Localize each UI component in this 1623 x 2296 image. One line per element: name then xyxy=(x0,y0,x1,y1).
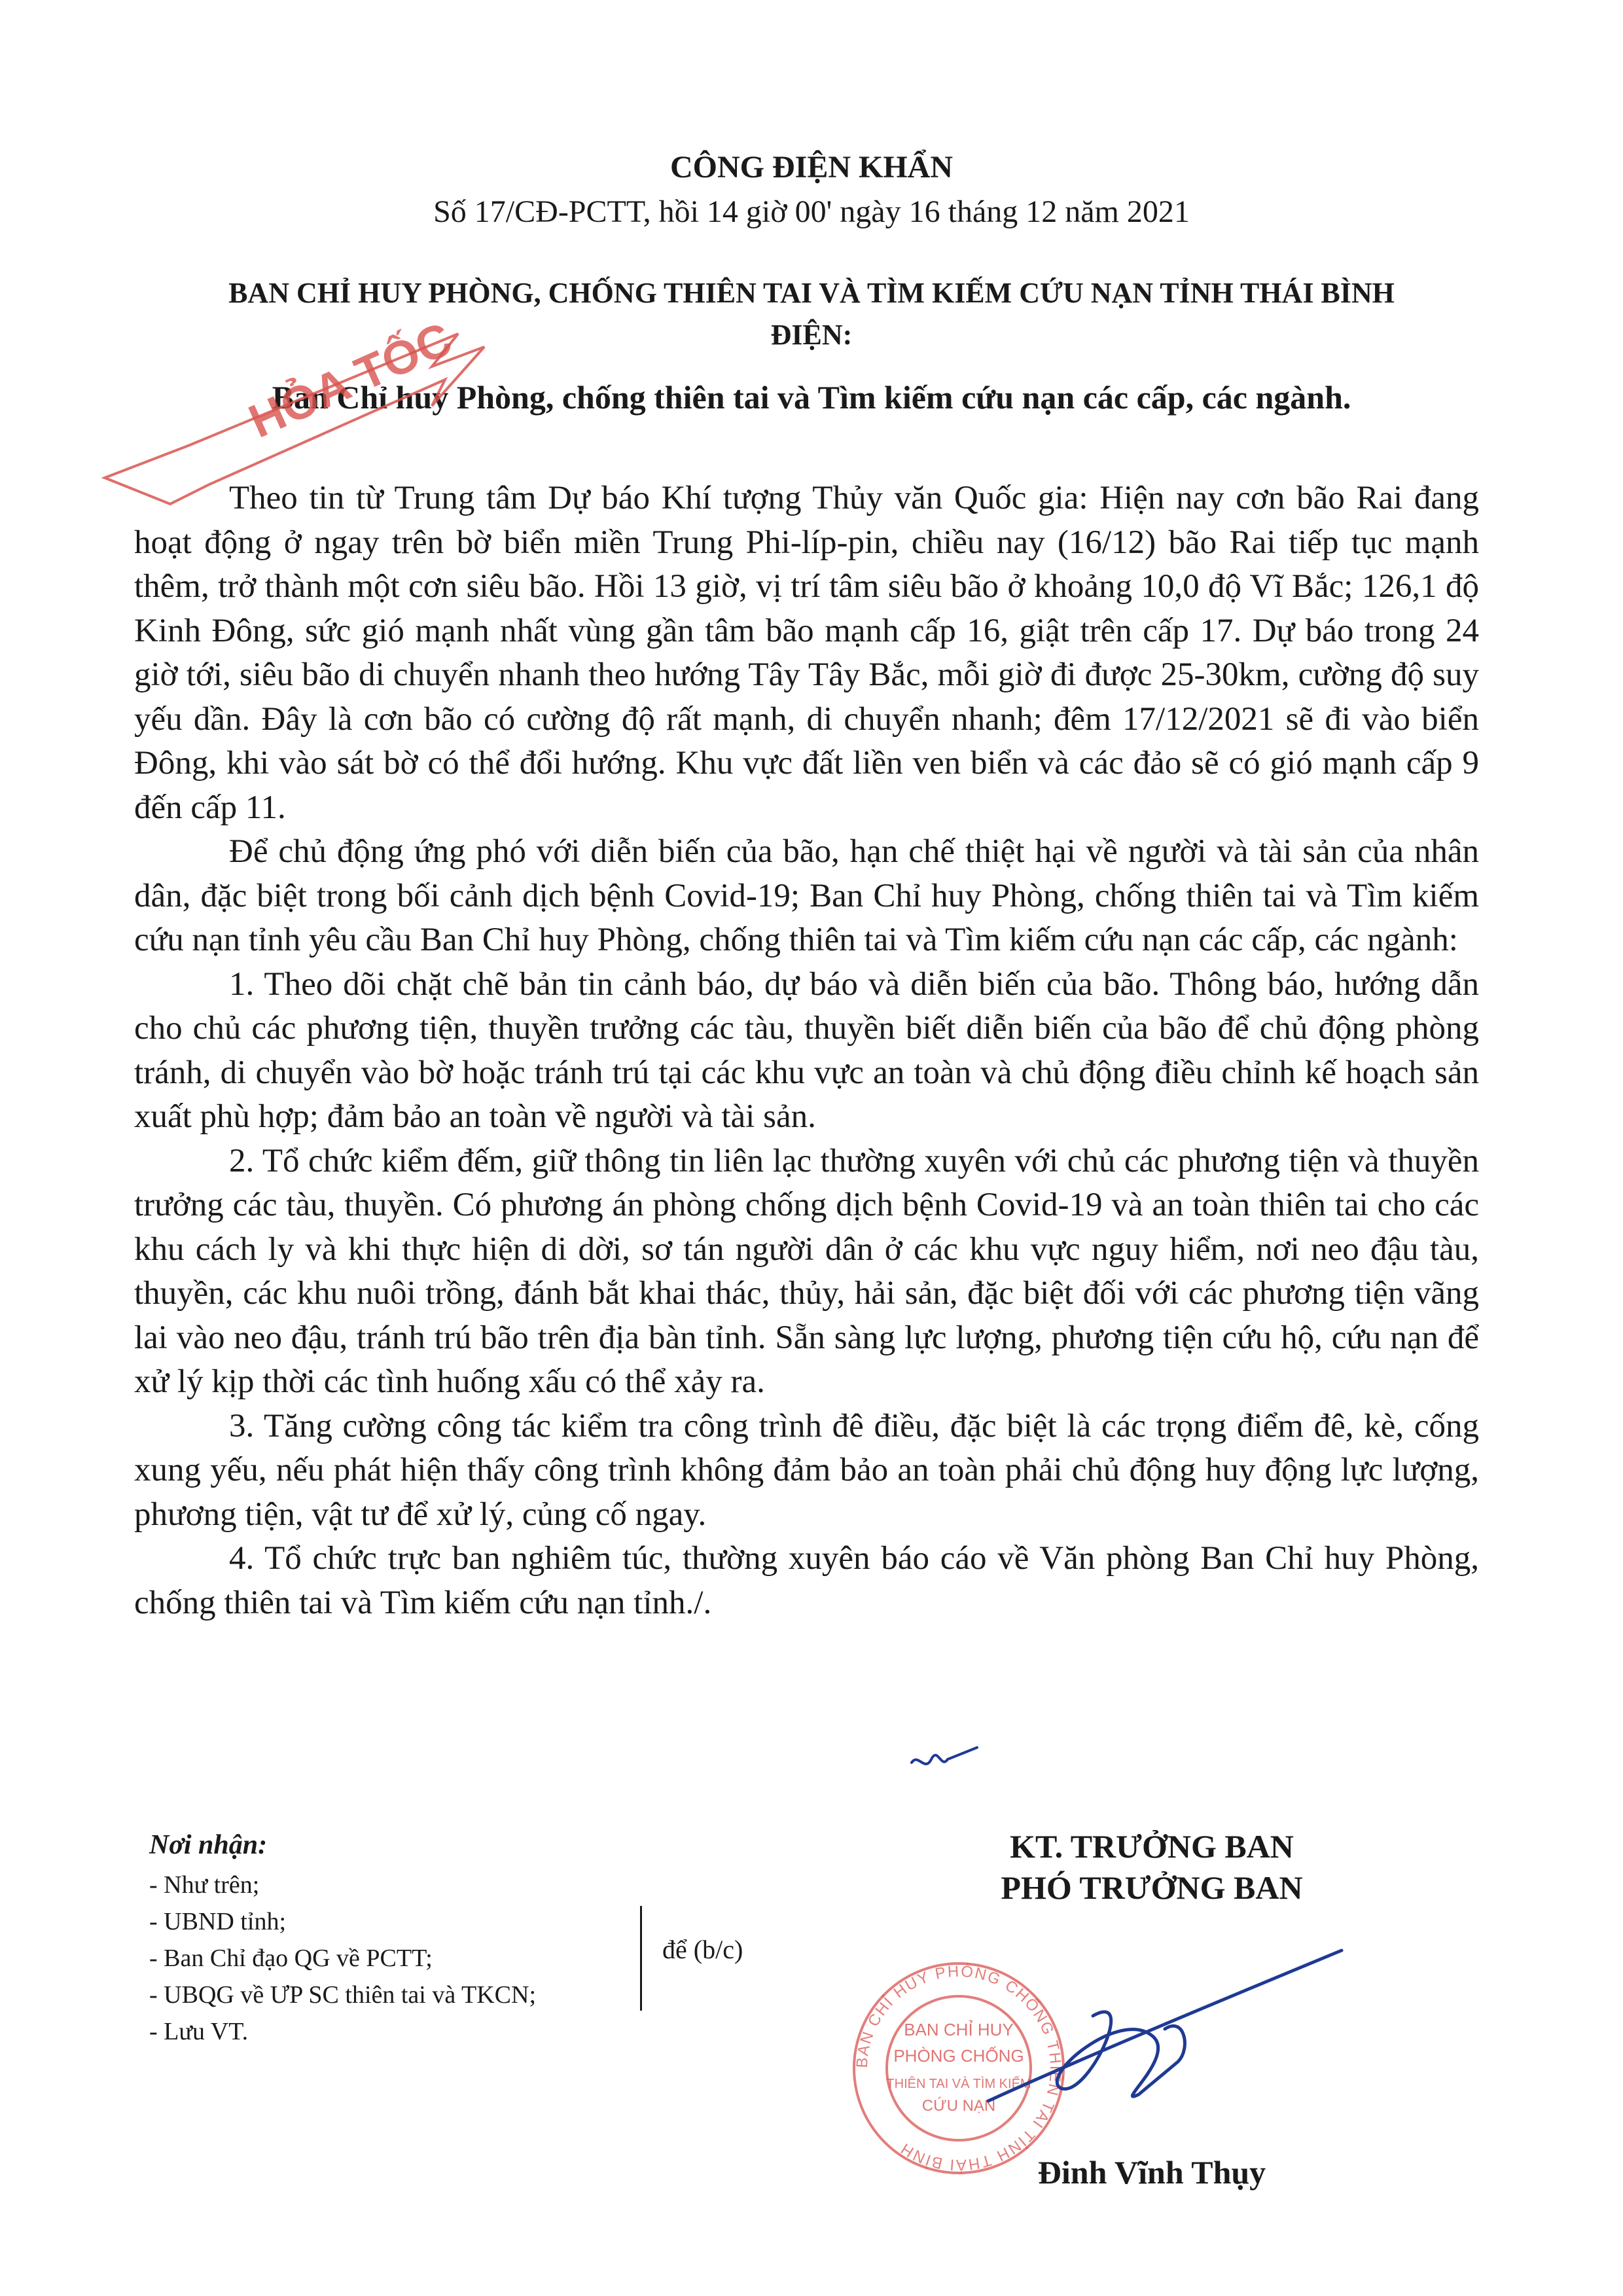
seal-inner-line: PHÒNG CHỐNG xyxy=(893,2046,1024,2066)
paragraph-weather-info: Theo tin từ Trung tâm Dự báo Khí tượng Thủy văn Quốc gia: Hiện nay cơn bão Rai đang hoạt động ở ngay trên bờ biển miền Trung Phi-líp-pin, chiều nay (16/12) bão Rai tiếp tục mạnh thêm, trở thành một cơn siêu bão. Hồi 13 giờ, vị trí tâm siêu bão ở khoảng 10,0 độ Vĩ Bắc; 126,1 độ Kinh Đông, sức gió mạnh nhất vùng gần tâm bão mạnh cấp 16, giật trên cấp 17. Dự báo trong 24 giờ tới, siêu bão di chuyển nhanh theo hướng Tây Tây Bắc, mỗi giờ đi được 25-30km, cường độ suy yếu dần. Đây là cơn bão có cường độ rất mạnh, di chuyển nhanh; đêm 17/12/2021 sẽ đi vào biển Đông, khi vào sát bờ có thể đổi hướng. Khu vực đất liền ven biển và các đảo sẽ có gió mạnh cấp 9 đến cấp 11. xyxy=(134,480,1479,826)
signer-role-secondary: PHÓ TRƯỞNG BAN xyxy=(1001,1869,1303,1906)
signer-role-primary: KT. TRƯỞNG BAN xyxy=(1010,1828,1294,1865)
recipients-list xyxy=(149,1867,536,2050)
recipient-line: Ban Chỉ huy Phòng, chống thiên tai và Tìm kiếm cứu nạn các cấp, các ngành. xyxy=(272,379,1351,416)
ink-end-mark xyxy=(908,1740,980,1779)
paragraph-item-2: 2. Tổ chức kiểm đếm, giữ thông tin liên lạc thường xuyên với chủ các phương tiện và thuyền trưởng các tàu, thuyền. Có phương án phòng chống dịch bệnh Covid-19 và an toàn thiên tai cho các khu cách ly và khi thực hiện di dời, sơ tán người dân ở các khu vực nguy hiểm, nơi neo đậu tàu, thuyền, các khu nuôi trồng, đánh bắt khai thác, thủy, hải sản, đặc biệt đối với các phương tiện vãng lai vào neo đậu, tránh trú bão trên địa bàn tỉnh. Sẵn sàng lực lượng, phương tiện cứu hộ, cứu nạn để xử lý kịp thời các tình huống xấu có thể xảy ra. xyxy=(134,1142,1479,1400)
seal-inner-line: BAN CHỈ HUY xyxy=(904,2020,1014,2039)
seal-outer-text: BAN CHỈ HUY PHÒNG CHỐNG THIÊN TAI TỈNH THÁI BÌNH xyxy=(853,1962,1065,2174)
signature xyxy=(982,1937,1348,2134)
recipients-bracket xyxy=(640,1906,642,2011)
paragraph-item-4: 4. Tổ chức trực ban nghiêm túc, thường xuyên báo cáo về Văn phòng Ban Chỉ huy Phòng, chống thiên tai và Tìm kiếm cứu nạn tỉnh./. xyxy=(134,1540,1479,1621)
recipient-item: - Ban Chỉ đạo QG về PCTT; xyxy=(149,1945,433,1972)
seal-inner-line: THIÊN TAI VÀ TÌM KIẾM xyxy=(886,2077,1031,2091)
recipient-item: - UBQG về ƯP SC thiên tai và TKCN; xyxy=(149,1981,537,2009)
seal-inner-line: CỨU NẠN xyxy=(921,2097,996,2115)
issuer-line: BAN CHỈ HUY PHÒNG, CHỐNG THIÊN TAI VÀ TÌM KIẾM CỨU NẠN TỈNH THÁI BÌNH xyxy=(228,277,1395,309)
paragraph-item-3: 3. Tăng cường công tác kiểm tra công trình đê điều, đặc biệt là các trọng điểm đê, kè, cống xung yếu, nếu phát hiện thấy công trình không đảm bảo an toàn phải chủ động huy động lực lượng, phương tiện, vật tư để xử lý, củng cố ngay. xyxy=(134,1407,1479,1533)
recipient-item: - UBND tỉnh; xyxy=(149,1908,286,1935)
document-body xyxy=(134,476,1479,1625)
recipients-title: Nơi nhận: xyxy=(149,1830,268,1860)
bracket-note: để (b/c) xyxy=(662,1935,743,1964)
document-title: CÔNG ĐIỆN KHẨN xyxy=(669,150,954,185)
signer-name: Đinh Vĩnh Thụy xyxy=(1037,2154,1266,2191)
recipient-item: - Như trên; xyxy=(149,1871,260,1899)
paragraph-item-1: 1. Theo dõi chặt chẽ bản tin cảnh báo, dự báo và diễn biến của bão. Thông báo, hướng dẫn cho chủ các phương tiện, thuyền trưởng các tàu, thuyền biết diễn biến của bão để chủ động phòng tránh, di chuyển vào bờ hoặc tránh trú tại các khu vực an toàn và chủ động điều chỉnh kế hoạch sản xuất phù hợp; đảm bảo an toàn về người và tài sản. xyxy=(134,965,1479,1135)
issuer-dien: ĐIỆN: xyxy=(770,319,853,351)
hoa-toc-text: HỎA TỐC xyxy=(241,312,460,448)
paragraph-request-intro: Để chủ động ứng phó với diễn biến của bão, hạn chế thiệt hại về người và tài sản của nhân dân, đặc biệt trong bối cảnh dịch bệnh Covid-19; Ban Chỉ huy Phòng, chống thiên tai và Tìm kiếm cứu nạn tỉnh yêu cầu Ban Chỉ huy Phòng, chống thiên tai và Tìm kiếm cứu nạn các cấp, các ngành: xyxy=(134,833,1479,958)
document-number: Số 17/CĐ-PCTT, hồi 14 giờ 00' ngày 16 tháng 12 năm 2021 xyxy=(433,194,1190,229)
recipient-item: - Lưu VT. xyxy=(149,2018,249,2045)
